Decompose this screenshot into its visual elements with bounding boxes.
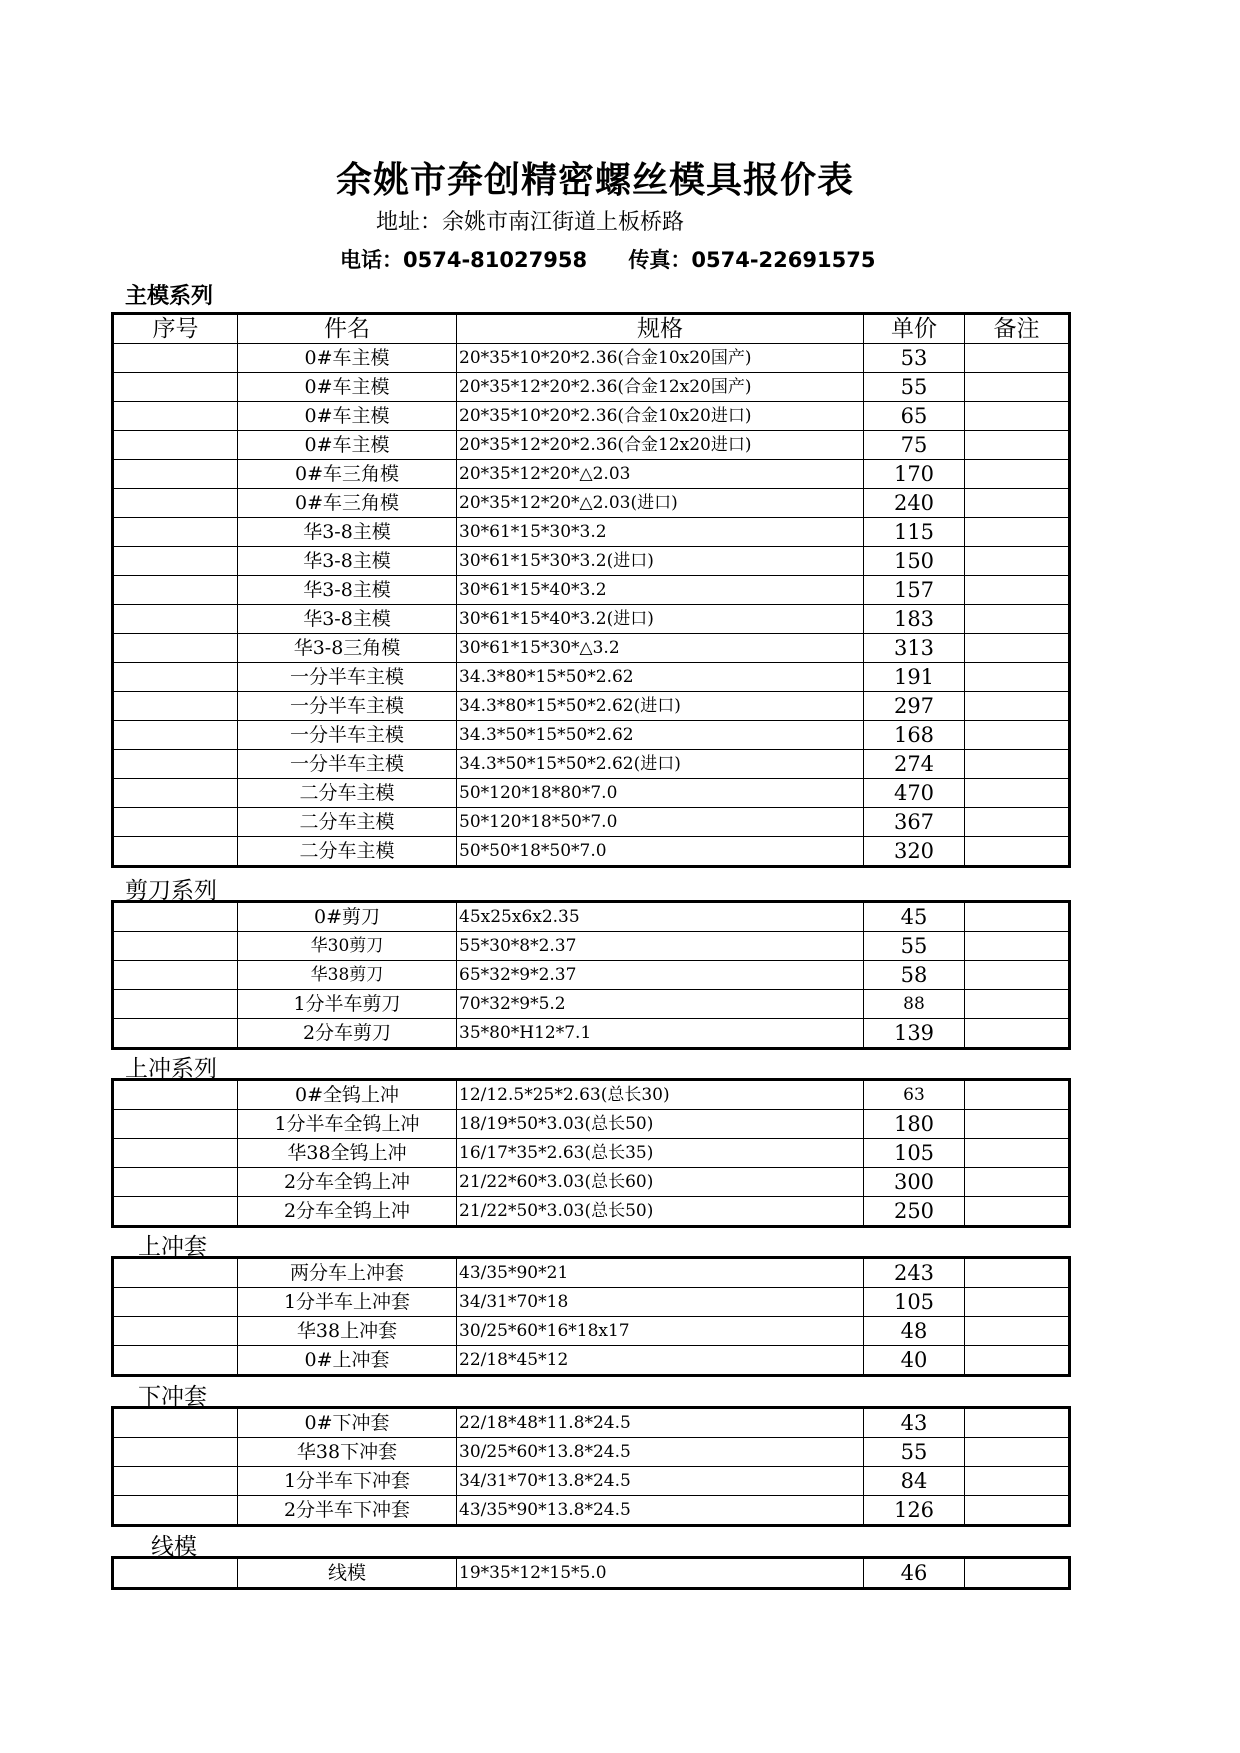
address-line: 地址：余姚市南江街道上板桥路 <box>376 210 685 235</box>
remark-cell <box>965 1019 1069 1048</box>
price-cell: 43 <box>864 1409 965 1438</box>
table-row <box>114 1110 1069 1139</box>
remark-cell <box>965 1110 1069 1139</box>
price-cell: 126 <box>864 1496 965 1525</box>
price-cell: 240 <box>864 489 965 518</box>
spec-cell: 30*61*15*30*△3.2 <box>457 634 864 663</box>
table-row <box>114 460 1069 489</box>
section-table <box>113 1080 1069 1226</box>
seq-cell <box>114 903 238 932</box>
price-cell: 65 <box>864 402 965 431</box>
seq-cell <box>114 518 238 547</box>
price-cell: 313 <box>864 634 965 663</box>
seq-cell <box>114 1438 238 1467</box>
table-row <box>114 402 1069 431</box>
seq-cell <box>114 692 238 721</box>
name-cell: 华38剪刀 <box>238 961 457 990</box>
name-cell: 0#车主模 <box>238 431 457 460</box>
seq-cell <box>114 1168 238 1197</box>
table-row <box>114 547 1069 576</box>
name-cell: 二分车主模 <box>238 808 457 837</box>
name-cell: 一分半车主模 <box>238 663 457 692</box>
seq-cell <box>114 1139 238 1168</box>
spec-cell: 21/22*60*3.03(总长60) <box>457 1168 864 1197</box>
name-cell: 华3-8主模 <box>238 547 457 576</box>
spec-cell: 50*50*18*50*7.0 <box>457 837 864 866</box>
remark-cell <box>965 344 1069 373</box>
price-cell: 55 <box>864 1438 965 1467</box>
table-row <box>114 1409 1069 1438</box>
remark-cell <box>965 1288 1069 1317</box>
spec-cell: 22/18*48*11.8*24.5 <box>457 1409 864 1438</box>
spec-cell: 18/19*50*3.03(总长50) <box>457 1110 864 1139</box>
seq-cell <box>114 634 238 663</box>
table-row <box>114 750 1069 779</box>
remark-cell <box>965 837 1069 866</box>
name-cell: 线模 <box>238 1559 457 1588</box>
name-cell: 华38上冲套 <box>238 1317 457 1346</box>
table-header-row <box>114 315 1069 344</box>
spec-cell: 34/31*70*18 <box>457 1288 864 1317</box>
name-cell: 0#上冲套 <box>238 1346 457 1375</box>
seq-cell <box>114 1317 238 1346</box>
price-cell: 45 <box>864 903 965 932</box>
table-row <box>114 1197 1069 1226</box>
section-table <box>113 314 1069 866</box>
column-header: 件名 <box>238 315 457 344</box>
remark-cell <box>965 1139 1069 1168</box>
seq-cell <box>114 1081 238 1110</box>
name-cell: 0#剪刀 <box>238 903 457 932</box>
name-cell: 2分车剪刀 <box>238 1019 457 1048</box>
seq-cell <box>114 961 238 990</box>
price-cell: 84 <box>864 1467 965 1496</box>
table-row <box>114 1081 1069 1110</box>
remark-cell <box>965 663 1069 692</box>
name-cell: 0#车主模 <box>238 344 457 373</box>
price-cell: 297 <box>864 692 965 721</box>
name-cell: 1分半车全钨上冲 <box>238 1110 457 1139</box>
table-row <box>114 518 1069 547</box>
price-cell: 191 <box>864 663 965 692</box>
spec-cell: 45x25x6x2.35 <box>457 903 864 932</box>
remark-cell <box>965 373 1069 402</box>
table-row <box>114 1346 1069 1375</box>
price-cell: 58 <box>864 961 965 990</box>
table-row <box>114 1559 1069 1588</box>
table-row <box>114 692 1069 721</box>
spec-cell: 19*35*12*15*5.0 <box>457 1559 864 1588</box>
table-row <box>114 605 1069 634</box>
column-header: 备注 <box>965 315 1069 344</box>
name-cell: 二分车主模 <box>238 779 457 808</box>
seq-cell <box>114 1559 238 1588</box>
spec-cell: 34.3*50*15*50*2.62(进口) <box>457 750 864 779</box>
name-cell: 1分半车上冲套 <box>238 1288 457 1317</box>
table-row <box>114 1139 1069 1168</box>
price-cell: 75 <box>864 431 965 460</box>
section-label: 上冲系列 <box>125 1056 217 1082</box>
price-cell: 274 <box>864 750 965 779</box>
name-cell: 华3-8主模 <box>238 518 457 547</box>
table-row <box>114 961 1069 990</box>
spec-cell: 55*30*8*2.37 <box>457 932 864 961</box>
price-cell: 183 <box>864 605 965 634</box>
price-cell: 115 <box>864 518 965 547</box>
price-cell: 157 <box>864 576 965 605</box>
remark-cell <box>965 1409 1069 1438</box>
name-cell: 0#车三角模 <box>238 460 457 489</box>
spec-cell: 20*35*12*20*△2.03 <box>457 460 864 489</box>
spec-cell: 43/35*90*21 <box>457 1259 864 1288</box>
table-row <box>114 373 1069 402</box>
remark-cell <box>965 431 1069 460</box>
price-cell: 55 <box>864 373 965 402</box>
seq-cell <box>114 1288 238 1317</box>
remark-cell <box>965 808 1069 837</box>
price-cell: 55 <box>864 932 965 961</box>
table-row <box>114 903 1069 932</box>
table-row <box>114 431 1069 460</box>
remark-cell <box>965 1438 1069 1467</box>
remark-cell <box>965 750 1069 779</box>
seq-cell <box>114 402 238 431</box>
remark-cell <box>965 489 1069 518</box>
table-row <box>114 489 1069 518</box>
spec-cell: 30/25*60*13.8*24.5 <box>457 1438 864 1467</box>
section-label: 主模系列 <box>125 284 214 309</box>
table-row <box>114 1168 1069 1197</box>
section-table <box>113 1558 1069 1588</box>
spec-cell: 30*61*15*40*3.2(进口) <box>457 605 864 634</box>
spec-cell: 43/35*90*13.8*24.5 <box>457 1496 864 1525</box>
name-cell: 0#全钨上冲 <box>238 1081 457 1110</box>
remark-cell <box>965 1559 1069 1588</box>
name-cell: 两分车上冲套 <box>238 1259 457 1288</box>
table-row <box>114 634 1069 663</box>
spec-cell: 20*35*12*20*△2.03(进口) <box>457 489 864 518</box>
name-cell: 二分车主模 <box>238 837 457 866</box>
name-cell: 一分半车主模 <box>238 750 457 779</box>
spec-cell: 30*61*15*30*3.2(进口) <box>457 547 864 576</box>
remark-cell <box>965 460 1069 489</box>
spec-cell: 20*35*12*20*2.36(合金12x20国产) <box>457 373 864 402</box>
spec-cell: 30*61*15*40*3.2 <box>457 576 864 605</box>
name-cell: 华3-8主模 <box>238 605 457 634</box>
price-cell: 150 <box>864 547 965 576</box>
table-row <box>114 1317 1069 1346</box>
remark-cell <box>965 1496 1069 1525</box>
price-cell: 470 <box>864 779 965 808</box>
table-row <box>114 990 1069 1019</box>
seq-cell <box>114 1197 238 1226</box>
seq-cell <box>114 460 238 489</box>
spec-cell: 21/22*50*3.03(总长50) <box>457 1197 864 1226</box>
price-cell: 105 <box>864 1139 965 1168</box>
price-cell: 46 <box>864 1559 965 1588</box>
section-label: 线模 <box>151 1534 197 1560</box>
spec-cell: 20*35*12*20*2.36(合金12x20进口) <box>457 431 864 460</box>
seq-cell <box>114 547 238 576</box>
remark-cell <box>965 1259 1069 1288</box>
remark-cell <box>965 932 1069 961</box>
name-cell: 华38下冲套 <box>238 1438 457 1467</box>
table-row <box>114 1496 1069 1525</box>
seq-cell <box>114 1019 238 1048</box>
spec-cell: 34/31*70*13.8*24.5 <box>457 1467 864 1496</box>
seq-cell <box>114 750 238 779</box>
name-cell: 0#车主模 <box>238 402 457 431</box>
seq-cell <box>114 1467 238 1496</box>
remark-cell <box>965 1467 1069 1496</box>
price-cell: 250 <box>864 1197 965 1226</box>
name-cell: 0#车主模 <box>238 373 457 402</box>
name-cell: 1分半车下冲套 <box>238 1467 457 1496</box>
table-row <box>114 779 1069 808</box>
table-row <box>114 1259 1069 1288</box>
name-cell: 华38全钨上冲 <box>238 1139 457 1168</box>
remark-cell <box>965 605 1069 634</box>
remark-cell <box>965 903 1069 932</box>
section-label: 下冲套 <box>138 1384 207 1410</box>
name-cell: 一分半车主模 <box>238 692 457 721</box>
seq-cell <box>114 663 238 692</box>
table-row <box>114 932 1069 961</box>
seq-cell <box>114 1259 238 1288</box>
remark-cell <box>965 961 1069 990</box>
price-cell: 367 <box>864 808 965 837</box>
section-table <box>113 1258 1069 1375</box>
table-row <box>114 1288 1069 1317</box>
remark-cell <box>965 1197 1069 1226</box>
spec-cell: 22/18*45*12 <box>457 1346 864 1375</box>
spec-cell: 20*35*10*20*2.36(合金10x20国产) <box>457 344 864 373</box>
seq-cell <box>114 1110 238 1139</box>
remark-cell <box>965 634 1069 663</box>
remark-cell <box>965 518 1069 547</box>
spec-cell: 30/25*60*16*18x17 <box>457 1317 864 1346</box>
seq-cell <box>114 1409 238 1438</box>
price-cell: 53 <box>864 344 965 373</box>
phone-number: 电话：0574-81027958 <box>340 248 588 272</box>
remark-cell <box>965 1081 1069 1110</box>
price-cell: 105 <box>864 1288 965 1317</box>
column-header: 单价 <box>864 315 965 344</box>
spec-cell: 65*32*9*2.37 <box>457 961 864 990</box>
column-header: 规格 <box>457 315 864 344</box>
price-cell: 180 <box>864 1110 965 1139</box>
table-row <box>114 837 1069 866</box>
seq-cell <box>114 344 238 373</box>
spec-cell: 12/12.5*25*2.63(总长30) <box>457 1081 864 1110</box>
table-row <box>114 1019 1069 1048</box>
contact-line <box>340 244 909 274</box>
spec-cell: 34.3*50*15*50*2.62 <box>457 721 864 750</box>
spec-cell: 30*61*15*30*3.2 <box>457 518 864 547</box>
section-label: 剪刀系列 <box>125 878 217 904</box>
spec-cell: 34.3*80*15*50*2.62 <box>457 663 864 692</box>
remark-cell <box>965 1168 1069 1197</box>
section-table <box>113 902 1069 1048</box>
fax-number: 传真：0574-22691575 <box>628 248 876 272</box>
table-row <box>114 1467 1069 1496</box>
seq-cell <box>114 605 238 634</box>
seq-cell <box>114 1496 238 1525</box>
table-row <box>114 808 1069 837</box>
name-cell: 2分车全钨上冲 <box>238 1168 457 1197</box>
table-row <box>114 721 1069 750</box>
remark-cell <box>965 576 1069 605</box>
column-header: 序号 <box>114 315 238 344</box>
seq-cell <box>114 576 238 605</box>
remark-cell <box>965 1346 1069 1375</box>
seq-cell <box>114 1346 238 1375</box>
price-cell: 300 <box>864 1168 965 1197</box>
spec-cell: 34.3*80*15*50*2.62(进口) <box>457 692 864 721</box>
remark-cell <box>965 779 1069 808</box>
spec-cell: 16/17*35*2.63(总长35) <box>457 1139 864 1168</box>
price-cell: 88 <box>864 990 965 1019</box>
seq-cell <box>114 808 238 837</box>
spec-cell: 50*120*18*80*7.0 <box>457 779 864 808</box>
section-label: 上冲套 <box>138 1234 207 1260</box>
price-cell: 139 <box>864 1019 965 1048</box>
page-title: 余姚市奔创精密螺丝模具报价表 <box>335 160 854 201</box>
spec-cell: 35*80*H12*7.1 <box>457 1019 864 1048</box>
table-row <box>114 576 1069 605</box>
seq-cell <box>114 721 238 750</box>
name-cell: 0#车三角模 <box>238 489 457 518</box>
name-cell: 华3-8三角模 <box>238 634 457 663</box>
price-cell: 63 <box>864 1081 965 1110</box>
remark-cell <box>965 1317 1069 1346</box>
name-cell: 1分半车剪刀 <box>238 990 457 1019</box>
section-table <box>113 1408 1069 1525</box>
remark-cell <box>965 721 1069 750</box>
name-cell: 2分车全钨上冲 <box>238 1197 457 1226</box>
table-row <box>114 663 1069 692</box>
price-cell: 40 <box>864 1346 965 1375</box>
table-row <box>114 344 1069 373</box>
name-cell: 2分半车下冲套 <box>238 1496 457 1525</box>
seq-cell <box>114 990 238 1019</box>
seq-cell <box>114 779 238 808</box>
spec-cell: 70*32*9*5.2 <box>457 990 864 1019</box>
seq-cell <box>114 932 238 961</box>
seq-cell <box>114 373 238 402</box>
table-row <box>114 1438 1069 1467</box>
name-cell: 一分半车主模 <box>238 721 457 750</box>
name-cell: 0#下冲套 <box>238 1409 457 1438</box>
spec-cell: 20*35*10*20*2.36(合金10x20进口) <box>457 402 864 431</box>
price-cell: 48 <box>864 1317 965 1346</box>
price-cell: 320 <box>864 837 965 866</box>
spec-cell: 50*120*18*50*7.0 <box>457 808 864 837</box>
name-cell: 华30剪刀 <box>238 932 457 961</box>
remark-cell <box>965 990 1069 1019</box>
seq-cell <box>114 431 238 460</box>
remark-cell <box>965 547 1069 576</box>
seq-cell <box>114 837 238 866</box>
remark-cell <box>965 402 1069 431</box>
seq-cell <box>114 489 238 518</box>
price-cell: 243 <box>864 1259 965 1288</box>
remark-cell <box>965 692 1069 721</box>
price-cell: 168 <box>864 721 965 750</box>
name-cell: 华3-8主模 <box>238 576 457 605</box>
price-cell: 170 <box>864 460 965 489</box>
